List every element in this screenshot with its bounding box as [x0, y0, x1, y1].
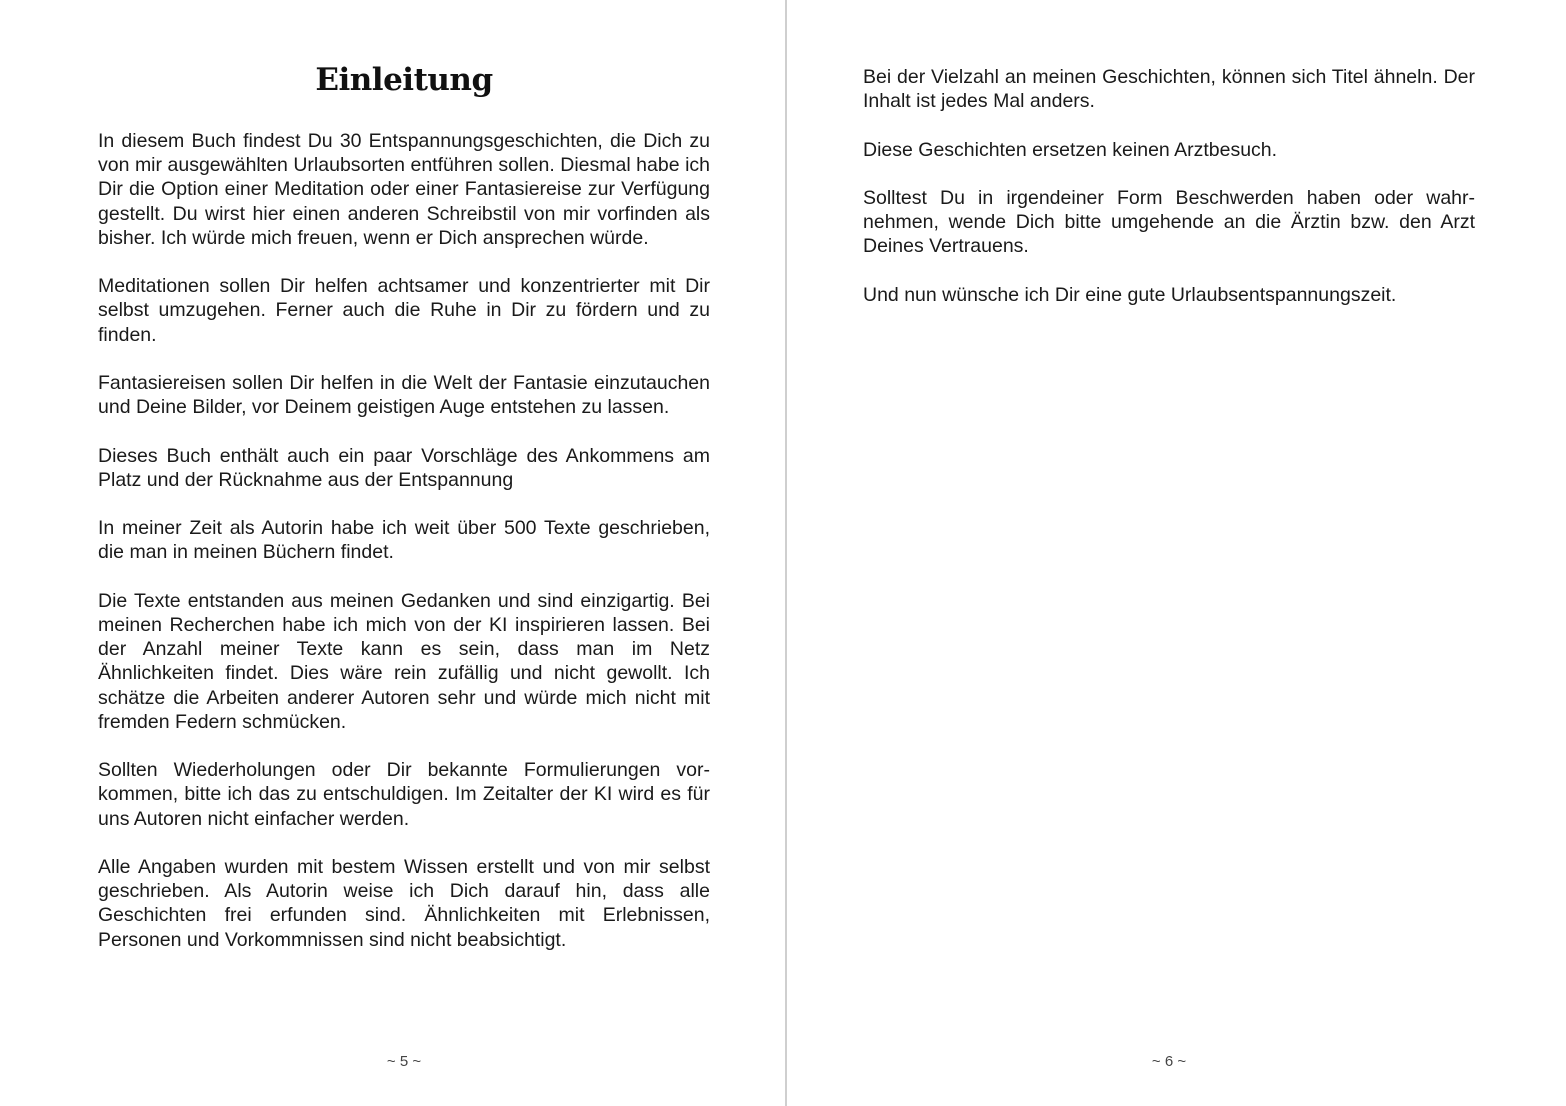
paragraph: Die Texte entstanden aus meinen Gedanken und sind einzigartig. Bei meinen Recherchen habe ich mich von der KI inspirieren lassen. Bei der Anzahl meiner Texte kann es sein, dass man im Netz Ähnlichkeiten findet. Dies wäre rein zufällig und nicht gewollt. Ich schätze die Arbeiten anderer Autoren sehr und würde mich nicht mit fremden Federn schmücken.: [98, 589, 710, 733]
page-number-left: ~ 5 ~: [386, 1053, 422, 1070]
paragraph: Sollten Wiederholungen oder Dir bekannte Formulierungen vorkommen, bitte ich das zu entschuldigen. Im Zeitalter der KI wird es für uns Autoren nicht einfacher werden.: [98, 759, 710, 830]
paragraph: Alle Angaben wurden mit bestem Wissen erstellt und von mir selbst geschrieben. Als Autorin weise ich Dich darauf hin, dass alle Geschichten frei erfunden sind. Ähnlichkeiten mit Erlebnissen, Personen und Vorkommnissen sind nicht beabsichtigt.: [98, 855, 710, 951]
right-page-body: [863, 65, 1475, 331]
paragraph: Solltest Du in irgendeiner Form Beschwerden haben oder wahrnehmen, wende Dich bitte umgehende an die Ärztin bzw. den Arzt Deines Vertrauens.: [863, 186, 1475, 258]
paragraph: Fantasiereisen sollen Dir helfen in die Welt der Fantasie einzutauchen und Deine Bilder, vor Deinem geistigen Auge entstehen zu lassen.: [98, 372, 710, 419]
paragraph: Bei der Vielzahl an meinen Geschichten, können sich Titel ähneln. Der Inhalt ist jedes Mal anders.: [863, 66, 1475, 113]
chapter-title: Einleitung: [315, 62, 493, 98]
paragraph: In diesem Buch findest Du 30 Entspannungsgeschichten, die Dich zu von mir ausgewählten Urlaubsorten entführen sollen. Diesmal habe ich Dir die Option einer Meditation oder einer Fantasiereise zur Verfügung gestellt. Du wirst hier einen anderen Schreibstil von mir vorfinden als bisher. Ich würde mich freuen, wenn er Dich ansprechen würde.: [98, 130, 710, 249]
left-page-body: [98, 129, 710, 976]
paragraph: Meditationen sollen Dir helfen achtsamer und konzentrierter mit Dir selbst umzugehen. Ferner auch die Ruhe in Dir zu fördern und zu finden.: [98, 275, 710, 346]
page-number-right: ~ 6 ~: [1151, 1053, 1187, 1070]
page-divider: [785, 0, 787, 1106]
paragraph: Und nun wünsche ich Dir eine gute Urlaubsentspannungszeit.: [863, 283, 1397, 306]
paragraph: In meiner Zeit als Autorin habe ich weit über 500 Texte geschrieben, die man in meinen Büchern findet.: [98, 517, 710, 564]
paragraph: Dieses Buch enthält auch ein paar Vorschläge des Ankommens am Platz und der Rücknahme aus der Entspannung: [98, 444, 710, 491]
right-page: [788, 0, 1566, 1106]
paragraph: Diese Geschichten ersetzen keinen Arztbesuch.: [863, 138, 1278, 161]
